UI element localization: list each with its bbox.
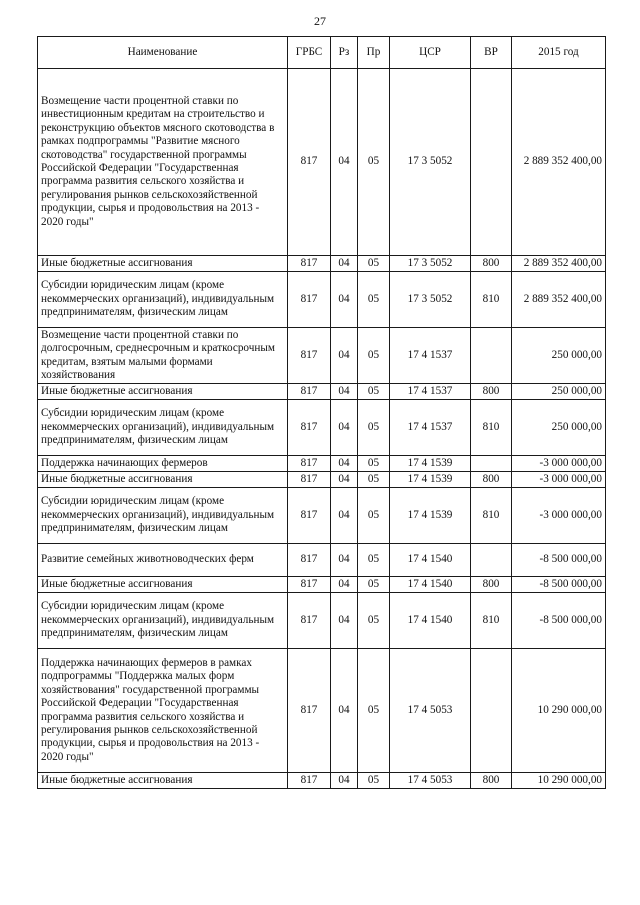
row-pr: 05	[358, 328, 390, 384]
row-amount: 10 290 000,00	[512, 773, 606, 789]
row-pr: 05	[358, 649, 390, 773]
table-row	[38, 456, 606, 472]
row-grbs: 817	[288, 384, 331, 400]
table-row	[38, 544, 606, 577]
row-grbs: 817	[288, 773, 331, 789]
row-pr: 05	[358, 472, 390, 488]
row-grbs: 817	[288, 456, 331, 472]
row-name: Субсидии юридическим лицам (кроме некоммерческих организаций), индивидуальным предпринимателям, физическим лицам	[38, 593, 288, 649]
row-vr: 800	[471, 577, 512, 593]
row-csr: 17 3 5052	[390, 256, 471, 272]
row-name: Иные бюджетные ассигнования	[38, 773, 288, 789]
row-grbs: 817	[288, 328, 331, 384]
row-name: Иные бюджетные ассигнования	[38, 256, 288, 272]
row-vr: 810	[471, 272, 512, 328]
row-vr: 810	[471, 593, 512, 649]
row-grbs: 817	[288, 649, 331, 773]
table-row	[38, 256, 606, 272]
row-vr: 800	[471, 256, 512, 272]
row-amount: 2 889 352 400,00	[512, 256, 606, 272]
row-grbs: 817	[288, 69, 331, 256]
row-amount: -3 000 000,00	[512, 456, 606, 472]
row-pr: 05	[358, 272, 390, 328]
table-row	[38, 384, 606, 400]
row-grbs: 817	[288, 400, 331, 456]
row-vr	[471, 328, 512, 384]
row-csr: 17 4 1539	[390, 488, 471, 544]
row-vr: 800	[471, 773, 512, 789]
row-csr: 17 4 1540	[390, 544, 471, 577]
row-amount: -3 000 000,00	[512, 488, 606, 544]
table-row	[38, 488, 606, 544]
row-rz: 04	[331, 649, 358, 773]
row-amount: 2 889 352 400,00	[512, 69, 606, 256]
row-rz: 04	[331, 384, 358, 400]
row-grbs: 817	[288, 577, 331, 593]
row-vr	[471, 456, 512, 472]
row-name: Возмещение части процентной ставки по долгосрочным, среднесрочным и краткосрочным кредитам, взятым малыми формами хозяйствования	[38, 328, 288, 384]
row-amount: 10 290 000,00	[512, 649, 606, 773]
row-csr: 17 4 1540	[390, 577, 471, 593]
row-vr: 800	[471, 472, 512, 488]
row-pr: 05	[358, 256, 390, 272]
row-rz: 04	[331, 456, 358, 472]
row-pr: 05	[358, 456, 390, 472]
page-number: 27	[314, 14, 326, 28]
row-vr	[471, 544, 512, 577]
table-row	[38, 472, 606, 488]
row-rz: 04	[331, 69, 358, 256]
table-row	[38, 593, 606, 649]
row-csr: 17 4 5053	[390, 773, 471, 789]
row-rz: 04	[331, 544, 358, 577]
row-name: Иные бюджетные ассигнования	[38, 577, 288, 593]
row-rz: 04	[331, 593, 358, 649]
row-csr: 17 4 1539	[390, 472, 471, 488]
row-csr: 17 4 1537	[390, 400, 471, 456]
table-row	[38, 400, 606, 456]
row-name: Развитие семейных животноводческих ферм	[38, 544, 288, 577]
row-pr: 05	[358, 577, 390, 593]
row-pr: 05	[358, 773, 390, 789]
header-pr: Пр	[358, 37, 390, 69]
row-rz: 04	[331, 256, 358, 272]
table-row	[38, 649, 606, 773]
header-year: 2015 год	[512, 37, 606, 69]
row-rz: 04	[331, 773, 358, 789]
row-csr: 17 3 5052	[390, 69, 471, 256]
table-row	[38, 328, 606, 384]
table-header-row	[38, 37, 606, 69]
table-body	[38, 69, 606, 789]
row-vr	[471, 649, 512, 773]
row-grbs: 817	[288, 544, 331, 577]
row-vr: 810	[471, 488, 512, 544]
row-amount: -8 500 000,00	[512, 544, 606, 577]
table-row	[38, 773, 606, 789]
row-pr: 05	[358, 69, 390, 256]
row-name: Поддержка начинающих фермеров в рамках подпрограммы "Поддержка малых форм хозяйствования" государственной программы Российской Федерации "Государственная программа развития сельского хозяйства и регулирования рынков сельскохозяйственной продукции, сырья и продовольствия на 2013 - 2020 годы"	[38, 649, 288, 773]
budget-table	[37, 36, 606, 789]
row-csr: 17 4 1540	[390, 593, 471, 649]
row-amount: 250 000,00	[512, 328, 606, 384]
row-name: Субсидии юридическим лицам (кроме некоммерческих организаций), индивидуальным предпринимателям, физическим лицам	[38, 272, 288, 328]
row-csr: 17 4 1537	[390, 328, 471, 384]
header-grbs: ГРБС	[288, 37, 331, 69]
header-csr: ЦСР	[390, 37, 471, 69]
row-name: Возмещение части процентной ставки по инвестиционным кредитам на строительство и реконструкцию объектов мясного скотоводства в рамках подпрограммы "Развитие мясного скотоводства" государственной программы Российской Федерации "Государственная программа развития сельского хозяйства и регулирования рынков сельскохозяйственной продукции, сырья и продовольствия на 2013 - 2020 годы"	[38, 69, 288, 256]
row-rz: 04	[331, 472, 358, 488]
row-pr: 05	[358, 384, 390, 400]
row-pr: 05	[358, 488, 390, 544]
row-grbs: 817	[288, 272, 331, 328]
row-rz: 04	[331, 272, 358, 328]
row-grbs: 817	[288, 593, 331, 649]
row-amount: 250 000,00	[512, 400, 606, 456]
header-rz: Рз	[331, 37, 358, 69]
header-vr: ВР	[471, 37, 512, 69]
row-amount: -3 000 000,00	[512, 472, 606, 488]
row-pr: 05	[358, 593, 390, 649]
row-rz: 04	[331, 577, 358, 593]
row-csr: 17 4 1539	[390, 456, 471, 472]
row-name: Поддержка начинающих фермеров	[38, 456, 288, 472]
header-name: Наименование	[38, 37, 288, 69]
row-grbs: 817	[288, 256, 331, 272]
row-grbs: 817	[288, 472, 331, 488]
row-csr: 17 3 5052	[390, 272, 471, 328]
row-rz: 04	[331, 400, 358, 456]
table-row	[38, 577, 606, 593]
row-amount: 250 000,00	[512, 384, 606, 400]
row-name: Субсидии юридическим лицам (кроме некоммерческих организаций), индивидуальным предпринимателям, физическим лицам	[38, 400, 288, 456]
row-amount: -8 500 000,00	[512, 577, 606, 593]
row-name: Субсидии юридическим лицам (кроме некоммерческих организаций), индивидуальным предпринимателям, физическим лицам	[38, 488, 288, 544]
row-csr: 17 4 5053	[390, 649, 471, 773]
row-pr: 05	[358, 400, 390, 456]
row-vr: 800	[471, 384, 512, 400]
table-row	[38, 272, 606, 328]
row-rz: 04	[331, 328, 358, 384]
row-vr: 810	[471, 400, 512, 456]
row-csr: 17 4 1537	[390, 384, 471, 400]
row-grbs: 817	[288, 488, 331, 544]
row-pr: 05	[358, 544, 390, 577]
row-vr	[471, 69, 512, 256]
row-rz: 04	[331, 488, 358, 544]
row-amount: -8 500 000,00	[512, 593, 606, 649]
table-row	[38, 69, 606, 256]
row-amount: 2 889 352 400,00	[512, 272, 606, 328]
row-name: Иные бюджетные ассигнования	[38, 384, 288, 400]
row-name: Иные бюджетные ассигнования	[38, 472, 288, 488]
